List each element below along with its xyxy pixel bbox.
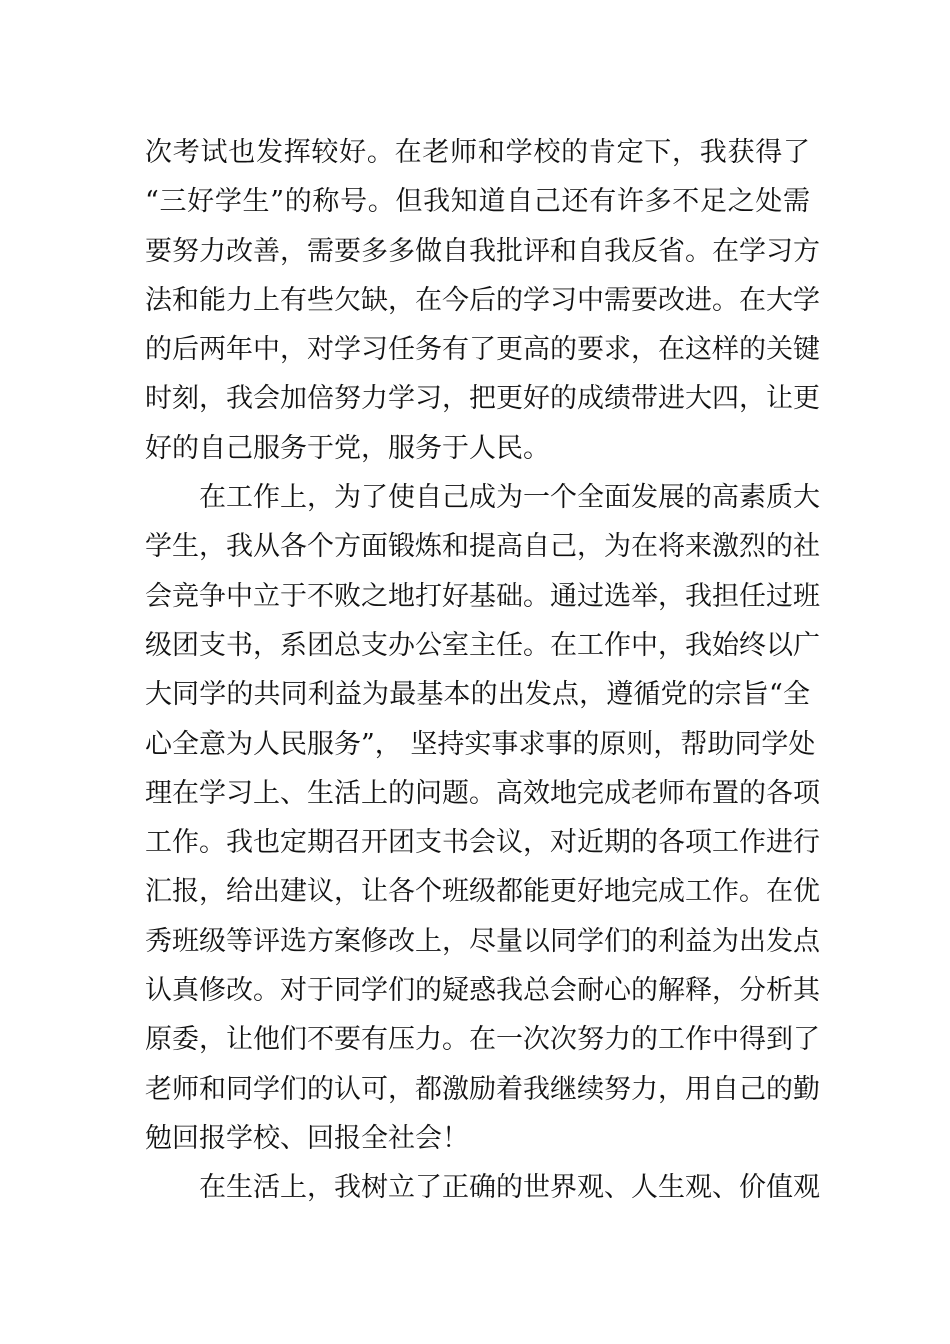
text-line: 次考试也发挥较好。在老师和学校的肯定下，我获得了 — [145, 137, 810, 168]
text-line: 会竞争中立于不败之地打好基础。通过选举，我担任过班 — [145, 580, 820, 612]
text-line: 要努力改善，需要多多做自我批评和自我反省。在学习方 — [145, 235, 820, 267]
document-body — [145, 128, 820, 1213]
text-line: 勉回报学校、回报全社会！ — [145, 1122, 469, 1154]
text-line: 汇报，给出建议，让各个班级都能更好地完成工作。在优 — [145, 876, 820, 908]
text-line: 工作。我也定期召开团支书会议，对近期的各项工作进行 — [145, 827, 820, 859]
text-line: 大同学的共同利益为最基本的出发点，遵循党的宗旨“全 — [145, 679, 810, 711]
text-line: 秀班级等评选方案修改上，尽量以同学们的利益为出发点 — [145, 925, 820, 957]
paragraph-first-line: 在生活上，我树立了正确的世界观、人生观、价值观 — [199, 1172, 820, 1204]
paragraph-first-line: 在工作上，为了使自己成为一个全面发展的高素质大 — [199, 482, 820, 514]
text-line: 原委，让他们不要有压力。在一次次努力的工作中得到了 — [145, 1024, 820, 1056]
text-line: “三好学生”的称号。但我知道自己还有许多不足之处需 — [145, 186, 810, 218]
text-line: 理在学习上、生活上的问题。高效地完成老师布置的各项 — [145, 777, 820, 809]
text-line: 时刻，我会加倍努力学习，把更好的成绩带进大四，让更 — [145, 383, 820, 415]
text-line: 法和能力上有些欠缺，在今后的学习中需要改进。在大学 — [145, 284, 820, 316]
text-line: 的后两年中，对学习任务有了更高的要求，在这样的关键 — [145, 334, 820, 366]
text-line: 好的自己服务于党，服务于人民。 — [145, 432, 550, 464]
text-line: 认真修改。对于同学们的疑惑我总会耐心的解释，分析其 — [145, 975, 820, 1007]
text-line: 老师和同学们的认可，都激励着我继续努力，用自己的勤 — [145, 1073, 820, 1105]
text-line: 学生，我从各个方面锻炼和提高自己，为在将来激烈的社 — [145, 531, 820, 563]
text-line: 级团支书，系团总支办公室主任。在工作中，我始终以广 — [145, 629, 820, 661]
text-line: 心全意为人民服务”， 坚持实事求事的原则，帮助同学处 — [145, 728, 816, 760]
